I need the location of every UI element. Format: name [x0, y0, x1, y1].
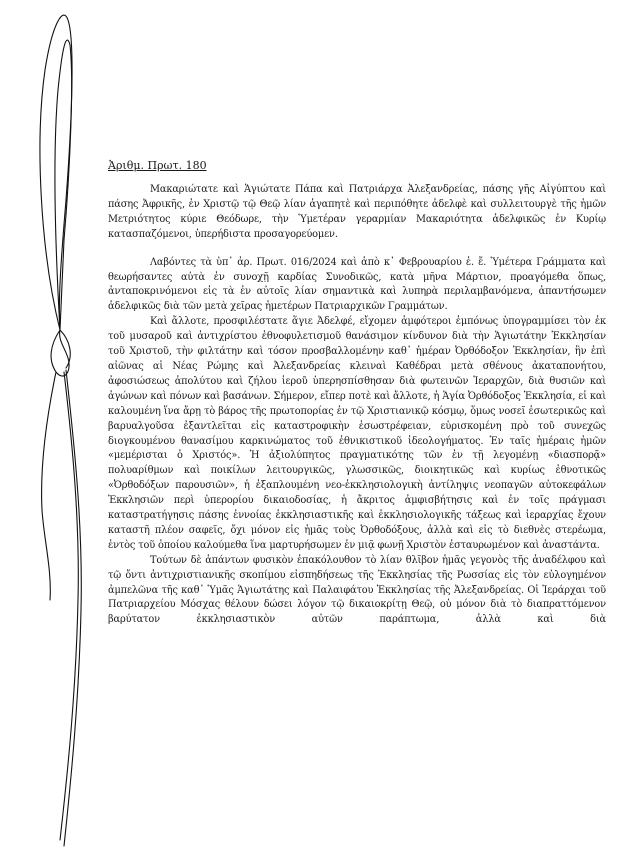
protocol-number: Ἀριθμ. Πρωτ. 180 [108, 159, 207, 172]
paragraph-ethnophyletism: Καὶ ἄλλοτε, προσφιλέστατε ἅγιε Ἀδελφέ, εἴχομεν ἀμφότεροι ἐμπόνως ὑπογραμμίσει τὸν ἐκ τοῦ μυσαροῦ καὶ ἀντιχρίστου ἐθνοφυλετισμοῦ θανάσιμον κίνδυνον διὰ τὴν Ἁγιωτάτην Ἐκκλησίαν τοῦ Χριστοῦ, τὴν φιλτάτην καὶ τόσον προσβαλλομένην καθ᾽ ἡμέραν Ὀρθόδοξον Ἐκκλησίαν, ἣν ἐπὶ αἰῶνας αἱ Νέας Ρώμης καὶ Ἀλεξανδρείας κλειναὶ Καθέδραι μετὰ σθένους ἀκαταπονήτου, ἀφοσιώσεως ἀπολύτου καὶ ζήλου ἱεροῦ ὑπερησπίσθησαν διὰ φωτεινῶν Ἱεραρχῶν, διὰ θυσιῶν καὶ ἀγώνων καὶ πόνων καὶ βασάνων. Σήμερον, εἴπερ ποτὲ καὶ ἄλλοτε, ἡ Ἁγία Ὀρθόδοξος Ἐκκλησία, εἰ καὶ καλουμένη ἵνα ἄρῃ τὸ βάρος τῆς πρωτοπορίας ἐν τῷ Χριστιανικῷ κόσμῳ, ὅμως νοσεῖ ἐσωτερικῶς καὶ βαρυαλγοῦσα ἐξαντλεῖται εἰς καταστροφικὴν ἐσωστρέφειαν, εὑρισκομένη πρὸ τοῦ συνεχῶς διογκουμένου θανασίμου καρκινώματος τοῦ ἐθνικιστικοῦ ἰδεολογήματος. Ἐν ταῖς ἡμέραις ἡμῶν «μεμέρισται ὁ Χριστός». Ἡ ἀξιολύπητος πραγματικότης τῶν ἐν τῇ λεγομένῃ «διασπορᾷ» πολυαρίθμων καὶ ποικίλων λειτουργικῶς, γλωσσικῶς, διοικητικῶς καὶ κυρίως ἐθνοτικῶς «Ὀρθοδόξων παρουσιῶν», ἡ ἐξαπλουμένη νεο-ἐκκλησιολογικὴ ἀντίληψις νεοπαγῶν αὐτοκεφάλων Ἐκκλησιῶν περὶ ὑπερορίου δικαιοδοσίας, ἡ ἄκριτος ἀμφισβήτησις καὶ ἐν τοῖς πράγμασι καταστρατήγησις πάσης ἐννοίας ἐκκλησιαστικῆς καὶ ἐκκλησιολογικῆς τάξεως καὶ ἱεραρχίας ἔχουν καταστῆ πλέον σαφεῖς, ὄχι μόνον εἰς ἡμᾶς τοὺς Ὀρθοδόξους, ἀλλὰ καὶ εἰς τὸ διεθνὲς στερέωμα, ἐντὸς τοῦ ὁποίου καλούμεθα ἵνα μαρτυρήσωμεν ἐν μιᾷ φωνῇ Χριστὸν ἐσταυρωμένον καὶ ἀναστάντα. [108, 316, 606, 551]
salutation-paragraph: Μακαριώτατε καὶ Ἁγιώτατε Πάπα καὶ Πατριάρχα Ἀλεξανδρείας, πάσης γῆς Αἰγύπτου καὶ πάσης Ἀφρικῆς, ἐν Χριστῷ τῷ Θεῷ λίαν ἀγαπητὲ καὶ περιπόθητε ἀδελφὲ καὶ συλλειτουργὲ τῆς ἡμῶν Μετριότητος κύριε Θεόδωρε, τὴν Ὑμετέραν γεραρμίαν Μακαριότητα ἀδελφικῶς ἐν Κυρίῳ κατασπαζόμενοι, ὑπερήδιστα προσαγορεύομεν. [108, 184, 606, 240]
letter-body [108, 183, 606, 628]
paragraph-russian-church: Τούτων δὲ ἁπάντων φυσικὸν ἐπακόλουθον τὸ λίαν θλῖβον ἡμᾶς γεγονὸς τῆς ἀναδέλφου καὶ τῷ ὄντι ἀντιχριστιανικῆς σκοπίμου εἰσπηδήσεως τῆς Ἐκκλησίας τῆς Ρωσσίας εἰς τὸν εὐλογημένον ἀμπελῶνα τῆς καθ᾽ Ὑμᾶς Ἁγιωτάτης καὶ Παλαιφάτου Ἐκκλησίας τῆς Ἀλεξανδρείας. Οἱ Ἱεράρχαι τοῦ Πατριαρχείου Μόσχας θέλουν δώσει λόγον τῷ δικαιοκρίτῃ Θεῷ, οὐ μόνον διὰ τὸ διαπραττόμενον βαρύτατον ἐκκλησιαστικὸν αὐτῶν παράπτωμα, ἀλλὰ καὶ διὰ [108, 554, 606, 626]
paragraph-received-letters: Λαβόντες τὰ ὑπ᾽ ἀρ. Πρωτ. 016/2024 καὶ ἀπὸ κ᾽ Φεβρουαρίου ἐ. ἔ. Ὑμέτερα Γράμματα καὶ θεωρήσαντες αὐτὰ ἐν συνοχῇ καρδίας Συνοδικῶς, κατὰ μῆνα Μάρτιον, προαγόμεθα ὅπως, ἀνταποκρινόμενοι εἰς τὰ ἐν αὐτοῖς λίαν σημαντικὰ καὶ λυπηρὰ περιλαμβανόμενα, ἀπαντήσωμεν ἀδελφικῶς διὰ τῶν μετὰ χεῖρας ἡμετέρων Πατριαρχικῶν Γραμμάτων. [108, 256, 606, 313]
